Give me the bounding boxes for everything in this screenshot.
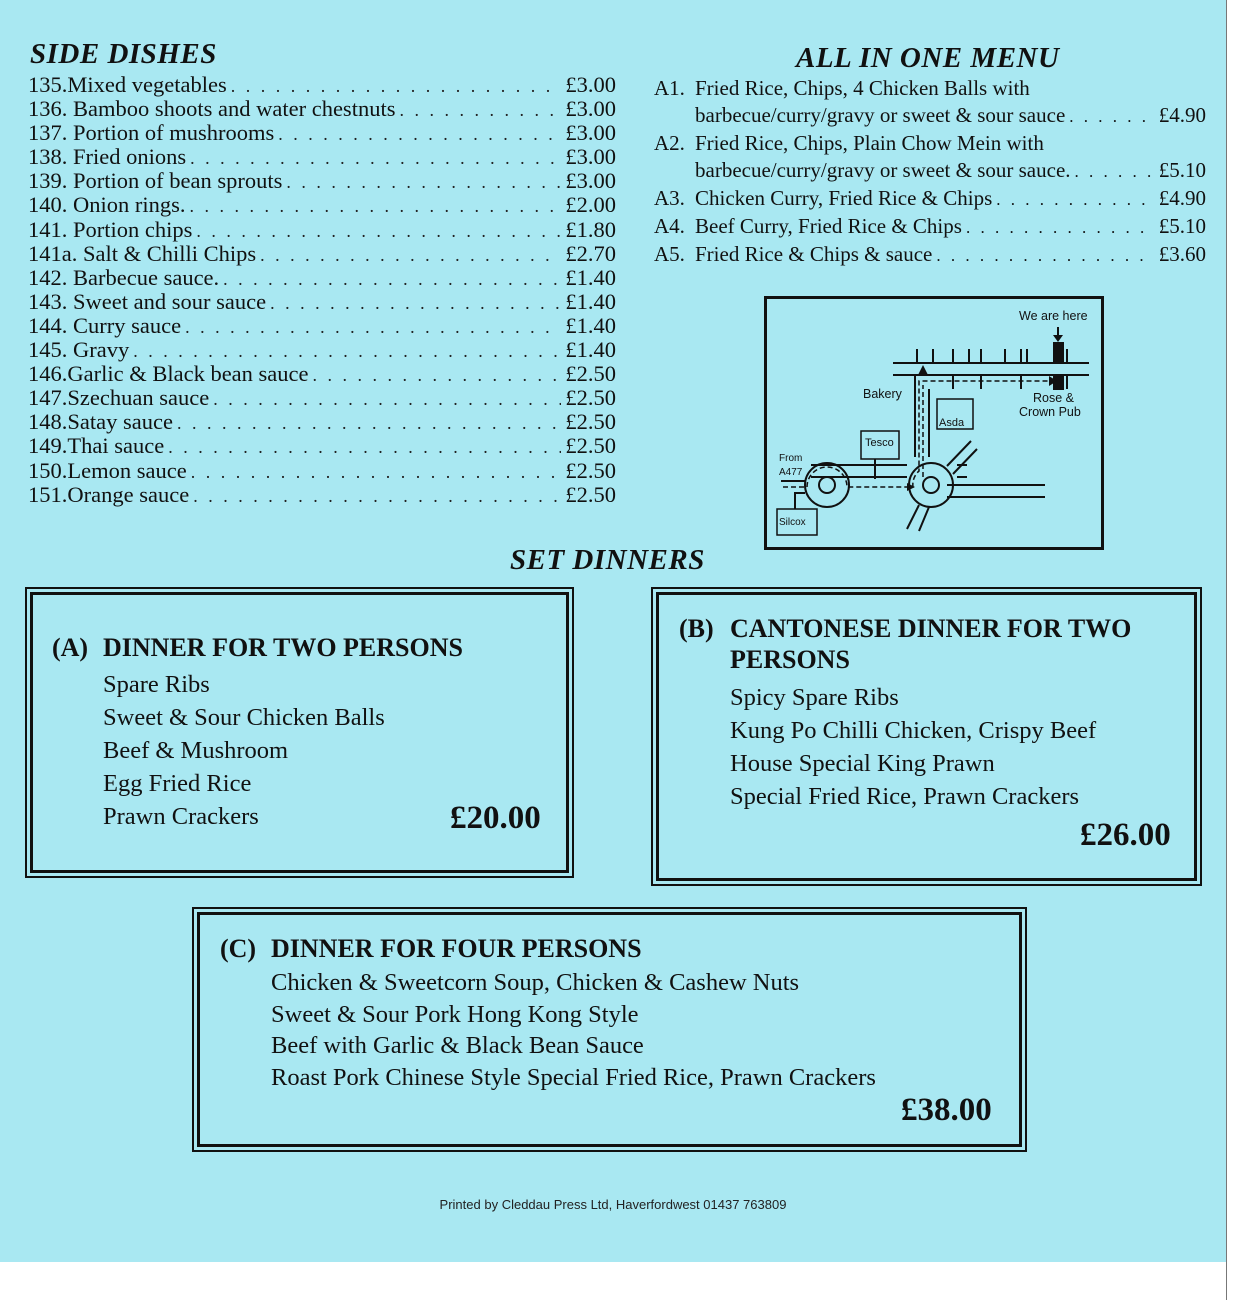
leader-dots xyxy=(193,484,561,508)
dinner-c-price: £38.00 xyxy=(901,1092,992,1128)
side-dish-price: £2.50 xyxy=(565,457,616,483)
side-dish-price: £3.00 xyxy=(565,120,616,146)
side-dish-row xyxy=(28,314,616,338)
all-in-one-price: £4.90 xyxy=(1158,103,1206,127)
leader-dots xyxy=(996,186,1154,213)
leader-dots xyxy=(270,291,561,315)
side-dish-label: 141. Portion chips xyxy=(28,216,193,242)
side-dish-row xyxy=(28,386,616,410)
dinner-b-title-2: PERSONS xyxy=(730,645,850,674)
side-dish-row xyxy=(28,121,616,145)
all-in-one-desc-cont: barbecue/curry/gravy or sweet & sour sauce xyxy=(695,103,1066,127)
leader-dots xyxy=(260,243,561,267)
leader-dots xyxy=(231,74,562,98)
leader-dots xyxy=(966,214,1155,241)
side-dish-label: 140. Onion rings. xyxy=(28,192,186,218)
side-dish-row xyxy=(28,338,616,362)
side-dish-label: 143. Sweet and sour sauce xyxy=(28,288,267,314)
side-dish-price: £2.50 xyxy=(565,361,616,387)
side-dish-price: £3.00 xyxy=(565,144,616,170)
leader-dots xyxy=(191,460,562,484)
all-in-one-item xyxy=(654,130,1206,185)
dinner-b-price: £26.00 xyxy=(1080,817,1171,853)
side-dish-price: £1.40 xyxy=(565,264,616,290)
dinner-a-item: Prawn Crackers xyxy=(103,803,259,830)
all-in-one-item xyxy=(654,213,1206,241)
all-in-one-desc: Beef Curry, Fried Rice & Chips xyxy=(695,214,962,238)
leader-dots xyxy=(936,242,1154,269)
leader-dots xyxy=(177,411,561,435)
all-in-one-desc: Fried Rice, Chips, 4 Chicken Balls with xyxy=(695,76,1030,100)
dinner-a-items xyxy=(103,668,385,833)
leader-dots xyxy=(196,219,561,243)
side-dish-label: 136. Bamboo shoots and water chestnuts xyxy=(28,96,396,122)
side-dish-row xyxy=(28,97,616,121)
dinner-a-price: £20.00 xyxy=(450,800,541,836)
dinner-c-title: DINNER FOR FOUR PERSONS xyxy=(271,934,642,963)
side-dish-label: 141a. Salt & Chilli Chips xyxy=(28,240,257,266)
side-dish-label: 139. Portion of bean sprouts xyxy=(28,168,283,194)
dinner-b-item: Spicy Spare Ribs xyxy=(730,684,899,711)
side-dish-price: £1.40 xyxy=(565,288,616,314)
side-dish-price: £2.70 xyxy=(565,240,616,266)
dinner-c-box xyxy=(197,912,1022,1147)
dinner-a-box xyxy=(30,592,569,873)
all-in-one-code: A1. xyxy=(654,76,685,100)
side-dish-label: 151.Orange sauce xyxy=(28,481,190,507)
side-dish-price: £2.50 xyxy=(565,385,616,411)
dinner-c-item: Sweet & Sour Pork Hong Kong Style xyxy=(271,1000,639,1028)
all-in-one-code: A3. xyxy=(654,186,685,210)
side-dish-price: £1.40 xyxy=(565,337,616,363)
side-dishes-list xyxy=(28,73,616,507)
side-dish-price: £2.00 xyxy=(565,192,616,218)
side-dish-price: £3.00 xyxy=(565,168,616,194)
side-dish-label: 147.Szechuan sauce xyxy=(28,385,210,411)
side-dish-price: £2.50 xyxy=(565,481,616,507)
side-dish-price: £3.00 xyxy=(565,72,616,97)
all-in-one-item xyxy=(654,185,1206,213)
side-dish-label: 144. Curry sauce xyxy=(28,312,182,338)
dinner-c-item: Roast Pork Chinese Style Special Fried Rice, Prawn Crackers xyxy=(271,1063,876,1091)
map-label-a477: A477 xyxy=(779,467,803,478)
side-dish-label: 135.Mixed vegetables xyxy=(28,72,227,97)
leader-dots xyxy=(1069,103,1154,130)
leader-dots xyxy=(286,170,561,194)
side-dish-label: 142. Barbecue sauce. xyxy=(28,264,220,290)
side-dish-label: 137. Portion of mushrooms xyxy=(28,120,275,146)
map-label-we-are-here: We are here xyxy=(1019,309,1088,323)
side-dish-price: £3.00 xyxy=(565,96,616,122)
we-are-here-marker xyxy=(1053,342,1064,362)
set-dinners-heading: SET DINNERS xyxy=(510,544,705,576)
all-in-one-code: A5. xyxy=(654,242,685,266)
side-dish-label: 138. Fried onions xyxy=(28,144,187,170)
map-drawing xyxy=(767,299,1101,547)
leader-dots xyxy=(399,98,561,122)
dinner-a-item: Spare Ribs xyxy=(103,671,210,698)
map-label-from: From xyxy=(779,453,803,464)
map-label-bakery: Bakery xyxy=(863,387,902,401)
all-in-one-price: £5.10 xyxy=(1158,214,1206,238)
leader-dots xyxy=(278,122,561,146)
side-dish-label: 145. Gravy xyxy=(28,337,130,363)
leader-dots xyxy=(1075,158,1155,185)
leader-dots xyxy=(133,339,561,363)
leader-dots xyxy=(190,194,562,218)
side-dish-row xyxy=(28,145,616,169)
dinner-b-code: (B) xyxy=(679,614,714,643)
side-dish-row xyxy=(28,434,616,458)
side-dish-row xyxy=(28,73,616,97)
side-dish-price: £1.80 xyxy=(565,216,616,242)
side-dish-price: £2.50 xyxy=(565,409,616,435)
leader-dots xyxy=(185,315,561,339)
printer-credit: Printed by Cleddau Press Ltd, Haverfordwest 01437 763809 xyxy=(439,1197,787,1212)
dinner-c-code: (C) xyxy=(220,934,257,963)
all-in-one-code: A2. xyxy=(654,131,685,155)
all-in-one-desc: Fried Rice, Chips, Plain Chow Mein with xyxy=(695,131,1044,155)
side-dish-row xyxy=(28,218,616,242)
map-label-silcox: Silcox xyxy=(779,517,806,528)
all-in-one-desc: Chicken Curry, Fried Rice & Chips xyxy=(695,186,993,210)
dinner-b-item: House Special King Prawn xyxy=(730,750,995,777)
dinner-a-item: Egg Fried Rice xyxy=(103,770,252,797)
side-dish-row xyxy=(28,290,616,314)
leader-dots xyxy=(313,363,562,387)
dinner-b-box xyxy=(656,592,1197,881)
side-dishes-heading: SIDE DISHES xyxy=(30,38,217,70)
leader-dots xyxy=(190,146,561,170)
dinner-a-title: DINNER FOR TWO PERSONS xyxy=(103,633,463,662)
page-edge xyxy=(1226,0,1227,1300)
all-in-one-desc: Fried Rice & Chips & sauce xyxy=(695,242,933,266)
side-dish-label: 149.Thai sauce xyxy=(28,433,165,459)
dinner-b-item: Kung Po Chilli Chicken, Crispy Beef xyxy=(730,717,1097,744)
dinner-b-items xyxy=(730,681,1096,813)
map-label-tesco: Tesco xyxy=(865,437,894,449)
leader-dots xyxy=(168,435,561,459)
dinner-a-code: (A) xyxy=(52,633,89,662)
side-dish-row xyxy=(28,483,616,507)
location-map xyxy=(764,296,1104,550)
dinner-c-item: Chicken & Sweetcorn Soup, Chicken & Cashew Nuts xyxy=(271,969,800,996)
side-dish-row xyxy=(28,169,616,193)
all-in-one-item xyxy=(654,241,1206,269)
dinner-b-title-1: CANTONESE DINNER FOR TWO xyxy=(730,614,1132,643)
side-dish-row xyxy=(28,193,616,217)
side-dish-price: £2.50 xyxy=(565,433,616,459)
all-in-one-price: £4.90 xyxy=(1158,186,1206,210)
map-label-rose-1: Rose & xyxy=(1033,391,1074,405)
all-in-one-heading: ALL IN ONE MENU xyxy=(796,42,1060,74)
side-dish-label: 148.Satay sauce xyxy=(28,409,173,435)
all-in-one-code: A4. xyxy=(654,214,685,238)
side-dish-price: £1.40 xyxy=(565,312,616,338)
side-dish-row xyxy=(28,242,616,266)
all-in-one-desc-cont: barbecue/curry/gravy or sweet & sour sauce. xyxy=(695,158,1071,182)
dinner-a-item: Beef & Mushroom xyxy=(103,737,289,764)
leader-dots xyxy=(223,267,561,291)
map-label-rose-2: Crown Pub xyxy=(1019,405,1081,419)
side-dish-label: 150.Lemon sauce xyxy=(28,457,187,483)
side-dish-row xyxy=(28,362,616,386)
side-dish-row xyxy=(28,410,616,434)
dinner-c-items xyxy=(271,967,876,1093)
leader-dots xyxy=(213,387,561,411)
map-label-asda: Asda xyxy=(939,417,965,429)
all-in-one-item xyxy=(654,75,1206,130)
dinner-b-item: Special Fried Rice, Prawn Crackers xyxy=(730,783,1080,810)
dinner-c-item: Beef with Garlic & Black Bean Sauce xyxy=(271,1032,644,1059)
dinner-a-item: Sweet & Sour Chicken Balls xyxy=(103,704,385,731)
side-dish-row xyxy=(28,459,616,483)
all-in-one-price: £5.10 xyxy=(1158,158,1206,182)
side-dish-row xyxy=(28,266,616,290)
all-in-one-price: £3.60 xyxy=(1158,242,1206,266)
side-dish-label: 146.Garlic & Black bean sauce xyxy=(28,361,309,387)
all-in-one-list xyxy=(654,75,1206,269)
